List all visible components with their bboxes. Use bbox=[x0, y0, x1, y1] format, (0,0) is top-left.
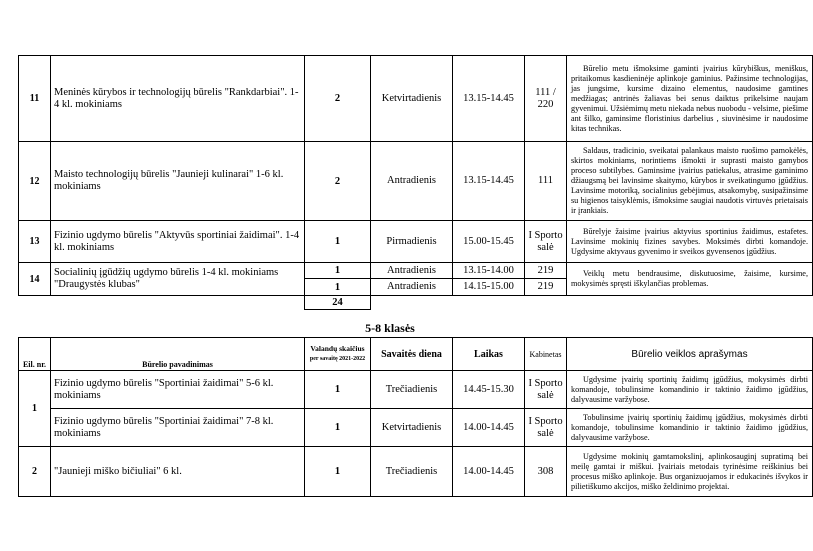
time: 14.00-14.45 bbox=[453, 447, 525, 497]
club-description: Veiklų metu bendrausime, diskutuosime, žaisime, kursime, mokysimės spręsti iškylančias problemas. bbox=[567, 263, 813, 296]
club-name: "Jaunieji miško bičiuliai" 6 kl. bbox=[51, 447, 305, 497]
club-description: Saldaus, tradicinio, sveikatai palankaus maisto ruošimo pamokėlės, skirtos mokiniams, norintiems išmokti ir suprasti maisto gamybos proceso subtilybes. Gaminsime įvairius patiekalus, atrasime gaminimo džiaugsmą bei lavinsime skaitymo, kūrybos ir sveikatingumo įgūdžius. Lavinsime motoriką, socialinius gebėjimus, atsakomybę, susipažinsime su higienos taisyklėmis, išmoksime saugiai naudotis virtuvės prietaisais ir įrankiais. bbox=[567, 142, 813, 221]
club-name: Fizinio ugdymo būrelis "Sportiniai žaidimai" 7-8 kl. mokiniams bbox=[51, 409, 305, 447]
weekday: Antradienis bbox=[371, 263, 453, 279]
table-row bbox=[19, 409, 813, 447]
schedule-table-top bbox=[18, 55, 813, 310]
row-number: 14 bbox=[19, 263, 51, 296]
weekday: Ketvirtadienis bbox=[371, 56, 453, 142]
time: 14.00-14.45 bbox=[453, 409, 525, 447]
club-description: Ugdysime mokinių gamtamokslinį, aplinkosauginį supratimą bei meilę gamtai ir miškui. Įvairiais metodais tyrinėsime reiškinius bei procesus miško aplinkoje. Bus organizuojamos ir edukacinės išvykos ir pilietiškumo akcijos, miško želdinimo projektai. bbox=[567, 447, 813, 497]
total-row bbox=[19, 296, 813, 310]
room: 219 bbox=[525, 263, 567, 279]
header-description: Būrelio veiklos aprašymas bbox=[567, 338, 813, 371]
schedule-table-bottom bbox=[18, 337, 813, 497]
header-row bbox=[19, 338, 813, 371]
weekday: Pirmadienis bbox=[371, 221, 453, 263]
header-hours: Valandų skaičius per savaitę 2021-2022 bbox=[305, 338, 371, 371]
header-day: Savaitės diena bbox=[371, 338, 453, 371]
room: I Sporto salė bbox=[525, 409, 567, 447]
table-row bbox=[19, 221, 813, 263]
club-name: Fizinio ugdymo būrelis "Aktyvūs sportiniai žaidimai". 1-4 kl. mokiniams bbox=[51, 221, 305, 263]
row-number: 12 bbox=[19, 142, 51, 221]
weekday: Antradienis bbox=[371, 279, 453, 296]
row-number: 13 bbox=[19, 221, 51, 263]
table-row bbox=[19, 56, 813, 142]
time: 13.15-14.45 bbox=[453, 56, 525, 142]
weekly-hours: 2 bbox=[305, 142, 371, 221]
club-name: Meninės kūrybos ir technologijų būrelis "Rankdarbiai". 1-4 kl. mokiniams bbox=[51, 56, 305, 142]
weekday: Ketvirtadienis bbox=[371, 409, 453, 447]
time: 14.45-15.30 bbox=[453, 371, 525, 409]
table-row bbox=[19, 263, 813, 279]
weekly-hours: 1 bbox=[305, 221, 371, 263]
club-description: Tobulinsime įvairių sportinių žaidimų įgūdžius, mokysimės dirbti komandoje, tobulinsime komandinio ir taktinio žaidimo įgūdžius, dalyvausime varžybose. bbox=[567, 409, 813, 447]
time: 14.15-15.00 bbox=[453, 279, 525, 296]
weekly-hours: 2 bbox=[305, 56, 371, 142]
club-name: Maisto technologijų būrelis "Jaunieji kulinarai" 1-6 kl. mokiniams bbox=[51, 142, 305, 221]
time: 15.00-15.45 bbox=[453, 221, 525, 263]
header-room: Kabinetas bbox=[525, 338, 567, 371]
room: 308 bbox=[525, 447, 567, 497]
club-description: Būrelyje žaisime įvairius aktyvius sportinius žaidimus, estafetes. Lavinsime mokinių fizines savybes. Moksimės dirbti komandoje. Ugdysime aktyvaus gyvenimo ir sveikos gyvensenos įgūdžius. bbox=[567, 221, 813, 263]
header-time: Laikas bbox=[453, 338, 525, 371]
weekly-hours: 1 bbox=[305, 279, 371, 296]
weekday: Trečiadienis bbox=[371, 447, 453, 497]
weekly-hours: 1 bbox=[305, 409, 371, 447]
room: 111 bbox=[525, 142, 567, 221]
room: 219 bbox=[525, 279, 567, 296]
room: I Sporto salė bbox=[525, 221, 567, 263]
room: I Sporto salė bbox=[525, 371, 567, 409]
club-description: Ugdysime įvairių sportinių žaidimų įgūdžius, mokysimės dirbti komandoje, tobulinsime komandinio ir taktinio žaidimo įgūdžius, dalyvausime varžybose. bbox=[567, 371, 813, 409]
weekly-hours: 1 bbox=[305, 263, 371, 279]
club-name: Fizinio ugdymo būrelis "Sportiniai žaidimai" 5-6 kl. mokiniams bbox=[51, 371, 305, 409]
table-row bbox=[19, 371, 813, 409]
row-number: 1 bbox=[19, 371, 51, 447]
weekly-hours: 1 bbox=[305, 371, 371, 409]
total-hours: 24 bbox=[305, 296, 371, 310]
section-title: 5-8 klasės bbox=[365, 321, 415, 335]
club-name: Socialinių įgūdžių ugdymo būrelis 1-4 kl. mokiniams "Draugystės klubas" bbox=[51, 263, 305, 296]
weekly-hours: 1 bbox=[305, 447, 371, 497]
row-number: 11 bbox=[19, 56, 51, 142]
time: 13.15-14.45 bbox=[453, 142, 525, 221]
row-number: 2 bbox=[19, 447, 51, 497]
header-name: Būrelio pavadinimas bbox=[51, 338, 305, 371]
table-row bbox=[19, 447, 813, 497]
header-nr: Eil. nr. bbox=[19, 338, 51, 371]
room: 111 / 220 bbox=[525, 56, 567, 142]
club-description: Būrelio metu išmoksime gaminti įvairius kūrybiškus, meniškus, pritaikomus kasdieninėje aplinkoje gaminius. Pažinsime technologijas, jas jungsime, kursime dizaino elementus, naudosime gamtines medžiagas; antrinės žaliavas bei senus daiktus prikelsime naujam gyvenimui. Užsiėmimų metu niekada nebus nuobodu - velsime, piešime ant šilko, gaminsime floristinius darbelius , siuvinėsime ir naudosime kitas technikas. bbox=[567, 56, 813, 142]
table-row bbox=[19, 142, 813, 221]
weekday: Trečiadienis bbox=[371, 371, 453, 409]
time: 13.15-14.00 bbox=[453, 263, 525, 279]
weekday: Antradienis bbox=[371, 142, 453, 221]
